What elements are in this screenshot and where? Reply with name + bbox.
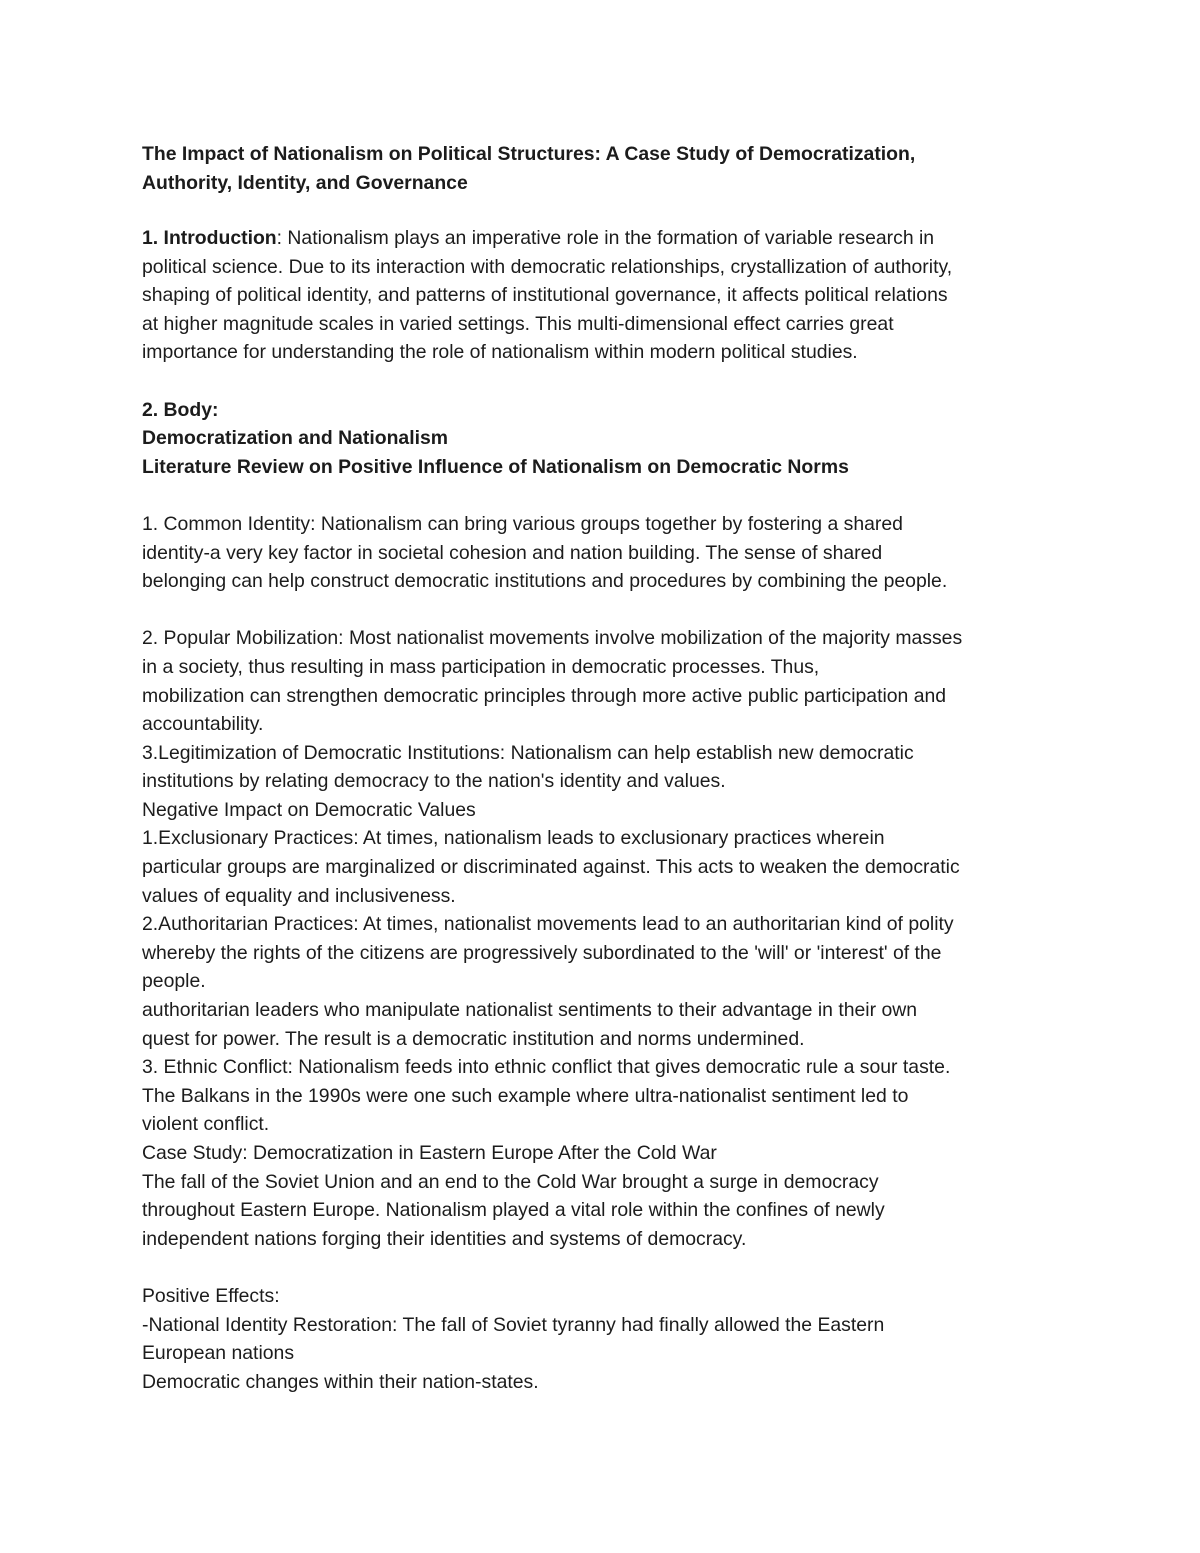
- intro-line: political science. Due to its interaction with democratic relationships, crystallization of authority,: [142, 255, 953, 278]
- paragraph-line: Democratic changes within their nation-states.: [142, 1370, 539, 1393]
- paragraph-line: independent nations forging their identities and systems of democracy.: [142, 1227, 747, 1250]
- paragraph-line: European nations: [142, 1342, 295, 1365]
- spacer: [142, 1253, 1062, 1282]
- intro-first-line: [142, 224, 1062, 253]
- section-label-case-study: Case Study: Democratization in Eastern Europe After the Cold War: [142, 1142, 717, 1164]
- paragraph-line: -National Identity Restoration: The fall of Soviet tyranny had finally allowed the Eastern: [142, 1313, 885, 1336]
- intro-line: at higher magnitude scales in varied settings. This multi-dimensional effect carries great: [142, 312, 894, 335]
- document-title-line-1: The Impact of Nationalism on Political Structures: A Case Study of Democratization,: [142, 143, 916, 165]
- paragraph-line: 3.Legitimization of Democratic Institutions: Nationalism can help establish new democratic: [142, 741, 914, 764]
- paragraph-line: 1. Common Identity: Nationalism can bring various groups together by fostering a shared: [142, 512, 903, 535]
- intro-line: shaping of political identity, and patterns of institutional governance, it affects political relations: [142, 284, 948, 307]
- paragraph-line: 1.Exclusionary Practices: At times, nationalism leads to exclusionary practices wherein: [142, 827, 885, 850]
- paragraph-line: quest for power. The result is a democratic institution and norms undermined.: [142, 1027, 805, 1050]
- paragraph-line: 3. Ethnic Conflict: Nationalism feeds into ethnic conflict that gives democratic rule a sour taste.: [142, 1056, 951, 1079]
- spacer: [142, 596, 1062, 625]
- paragraph-line: values of equality and inclusiveness.: [142, 884, 456, 907]
- paragraph-line: 2. Popular Mobilization: Most nationalist movements involve mobilization of the majority masses: [142, 627, 963, 650]
- intro-label: 1. Introduction: [142, 227, 277, 249]
- paragraph-line: belonging can help construct democratic institutions and procedures by combining the people.: [142, 570, 948, 593]
- paragraph-line: people.: [142, 970, 206, 993]
- section-label-negative-impact: Negative Impact on Democratic Values: [142, 798, 476, 821]
- spacer: [142, 198, 1062, 224]
- body-heading: 2. Body:: [142, 398, 219, 421]
- section-heading-democratization: Democratization and Nationalism: [142, 427, 448, 450]
- document-content: [142, 140, 1062, 1396]
- paragraph-line: The fall of the Soviet Union and an end to the Cold War brought a surge in democracy: [142, 1170, 879, 1193]
- intro-first-line-text: : Nationalism plays an imperative role in the formation of variable research in: [276, 227, 935, 249]
- paragraph-line: The Balkans in the 1990s were one such example where ultra-nationalist sentiment led to: [142, 1084, 909, 1107]
- spacer: [142, 481, 1062, 510]
- section-heading-literature-review: Literature Review on Positive Influence of Nationalism on Democratic Norms: [142, 455, 849, 478]
- paragraph-line: in a society, thus resulting in mass participation in democratic processes. Thus,: [142, 655, 820, 678]
- section-label-positive-effects: Positive Effects:: [142, 1284, 280, 1307]
- paragraph-line: mobilization can strengthen democratic principles through more active public participation and: [142, 684, 947, 707]
- document-title-line-2: Authority, Identity, and Governance: [142, 172, 468, 194]
- paragraph-line: violent conflict.: [142, 1113, 270, 1136]
- paragraph-line: whereby the rights of the citizens are progressively subordinated to the 'will' or 'interest' of the: [142, 941, 942, 964]
- paragraph-line: 2.Authoritarian Practices: At times, nationalist movements lead to an authoritarian kind of polity: [142, 913, 954, 936]
- paragraph-line: throughout Eastern Europe. Nationalism played a vital role within the confines of newly: [142, 1199, 885, 1222]
- paragraph-line: identity-a very key factor in societal cohesion and nation building. The sense of shared: [142, 541, 883, 564]
- paragraph-line: institutions by relating democracy to the nation's identity and values.: [142, 770, 726, 793]
- spacer: [142, 367, 1062, 396]
- paragraph-line: authoritarian leaders who manipulate nationalist sentiments to their advantage in their own: [142, 999, 918, 1022]
- paragraph-line: particular groups are marginalized or discriminated against. This acts to weaken the democratic: [142, 856, 960, 879]
- paragraph-line: accountability.: [142, 713, 264, 736]
- intro-line: importance for understanding the role of nationalism within modern political studies.: [142, 341, 858, 364]
